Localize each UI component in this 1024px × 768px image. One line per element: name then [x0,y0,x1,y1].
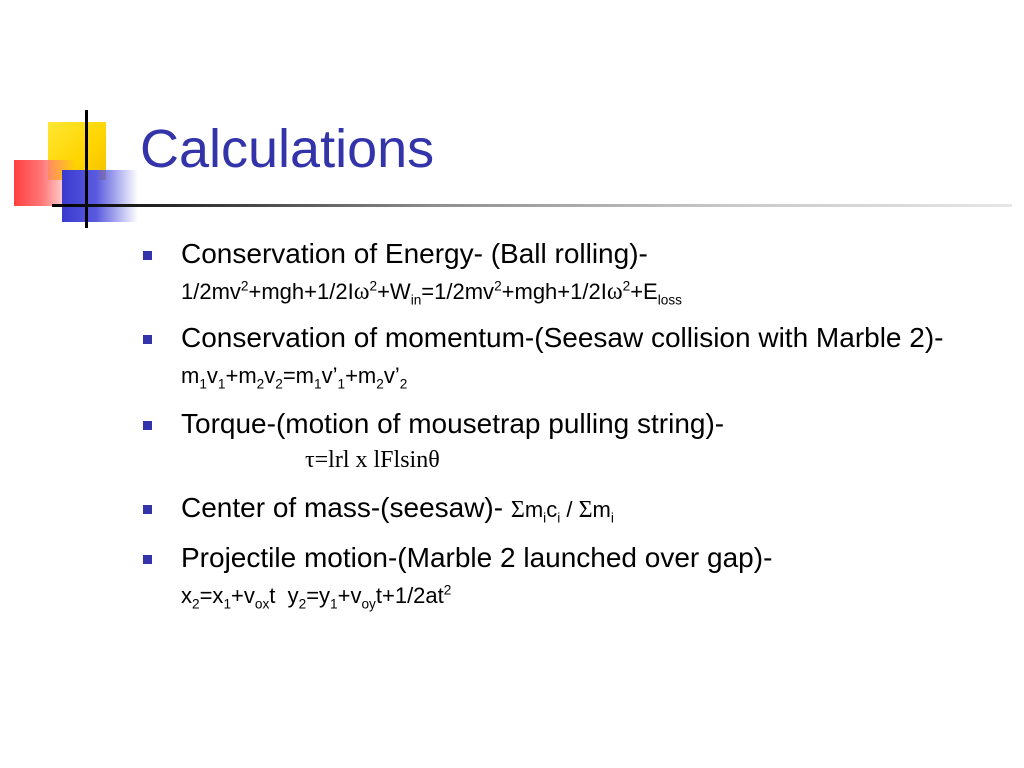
bullet-energy-text: Conservation of Energy- (Ball rolling)- [181,238,648,269]
bullet-torque [143,406,1013,478]
projectile-formula: $x_2=x_1+v_{ox}t$ $y_2=y_1+v_{oy}t+1/2at^2$ [181,582,452,612]
bullet-square-icon [143,251,152,260]
bullet-square-icon [143,421,152,430]
bullet-center-of-mass-text: Center of mass-(seesaw)- [181,492,504,523]
bullet-momentum [143,320,1013,394]
bullet-square-icon [143,555,152,564]
bullet-center-of-mass [143,490,1013,528]
bullet-projectile [143,540,1013,612]
momentum-formula: $m_1v_1+m_2v_2=m_1v’_1+m_2v’_2$ [181,363,408,392]
center-of-mass-formula: $\Sigma m_ic_i / \Sigma m_i$ [510,497,614,526]
bullet-energy [143,236,1013,308]
bullet-torque-text: Torque-(motion of mousetrap pulling string)- [181,408,725,439]
bullet-projectile-text: Projectile motion-(Marble 2 launched over gap)- [181,542,773,573]
energy-formula: $1/2mv^2+mgh+1/2I\omega^2+W_{in}=1/2mv^2+mgh+1/2I\omega^2+E_{loss}$ [181,278,682,308]
title-underline [52,204,1012,207]
slide-title: Calculations [140,119,435,179]
bullet-square-icon [143,335,152,344]
bullet-list [143,236,1013,624]
bullet-momentum-text: Conservation of momentum-(Seesaw collision with Marble 2)- [181,322,944,353]
logo-blue-square [62,170,138,222]
logo-vertical-line [85,110,88,228]
bullet-square-icon [143,505,152,514]
torque-formula: τ=lrl x lFlsinθ [305,447,440,473]
